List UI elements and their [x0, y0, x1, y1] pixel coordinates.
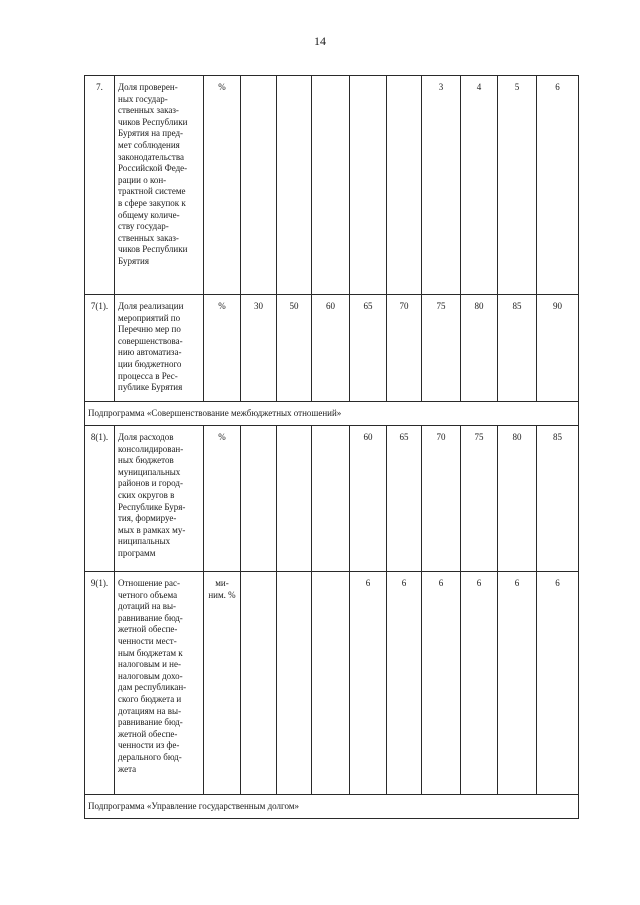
value-cell: 3	[422, 76, 461, 295]
table-row	[85, 426, 579, 572]
subprogram-title: Подпрограмма «Совершенствование межбюджетных отношений»	[85, 402, 579, 426]
value-cell	[387, 76, 422, 295]
value-cell: 6	[461, 572, 498, 795]
value-cell	[241, 572, 277, 795]
unit-cell: %	[204, 295, 241, 402]
value-cell: 4	[461, 76, 498, 295]
indicator-name: Доля реализации мероприятий по Перечню мер по совершенствова- нию автоматиза- ции бюджетного процесса в Рес- публике Бурятия	[115, 295, 204, 402]
unit-cell: %	[204, 426, 241, 572]
indicator-name: Доля расходов консолидирован- ных бюджетов муниципальных районов и город- ских округов в Республике Буря- тия, формируе- мых в рамках му- ниципальных программ	[115, 426, 204, 572]
value-cell	[312, 426, 350, 572]
table-row	[85, 572, 579, 795]
value-cell: 6	[498, 572, 537, 795]
value-cell: 75	[422, 295, 461, 402]
value-cell: 6	[350, 572, 387, 795]
unit-cell: ми- ним. %	[204, 572, 241, 795]
value-cell	[277, 76, 312, 295]
row-number: 7(1).	[85, 295, 115, 402]
table-row	[85, 295, 579, 402]
table-row	[85, 76, 579, 295]
row-number: 9(1).	[85, 572, 115, 795]
value-cell: 60	[312, 295, 350, 402]
value-cell: 60	[350, 426, 387, 572]
page-number: 14	[314, 34, 326, 48]
subprogram-row	[85, 402, 579, 426]
subprogram-title: Подпрограмма «Управление государственным долгом»	[85, 795, 579, 819]
row-number: 8(1).	[85, 426, 115, 572]
value-cell: 5	[498, 76, 537, 295]
value-cell: 75	[461, 426, 498, 572]
row-number: 7.	[85, 76, 115, 295]
value-cell	[241, 76, 277, 295]
subprogram-row	[85, 795, 579, 819]
value-cell	[312, 572, 350, 795]
value-cell: 30	[241, 295, 277, 402]
value-cell: 70	[387, 295, 422, 402]
value-cell: 80	[461, 295, 498, 402]
value-cell	[241, 426, 277, 572]
value-cell: 50	[277, 295, 312, 402]
indicator-table	[84, 75, 579, 819]
indicator-name: Доля проверен- ных государ- ственных заказ- чиков Республики Бурятия на пред- мет соблюдения законодательства Российской Феде- рации о кон- трактной системе в сфере закупок к общему количе- ству государ- ственных заказ- чиков Республики Бурятия	[115, 76, 204, 295]
value-cell: 6	[387, 572, 422, 795]
value-cell: 70	[422, 426, 461, 572]
unit-cell: %	[204, 76, 241, 295]
value-cell: 6	[537, 572, 579, 795]
indicator-name: Отношение рас- четного объема дотаций на вы- равнивание бюд- жетной обеспе- ченности мест- ным бюджетам к налоговым и не- налоговым дохо- дам республикан- ского бюджета и дотациям на вы- равнивание бюд- жетной обеспе- ченности из фе- дерального бюд- жета	[115, 572, 204, 795]
value-cell	[350, 76, 387, 295]
value-cell	[277, 426, 312, 572]
value-cell: 65	[387, 426, 422, 572]
value-cell: 65	[350, 295, 387, 402]
value-cell	[277, 572, 312, 795]
value-cell: 6	[537, 76, 579, 295]
value-cell: 6	[422, 572, 461, 795]
value-cell: 85	[537, 426, 579, 572]
value-cell: 90	[537, 295, 579, 402]
value-cell: 80	[498, 426, 537, 572]
value-cell	[312, 76, 350, 295]
value-cell: 85	[498, 295, 537, 402]
